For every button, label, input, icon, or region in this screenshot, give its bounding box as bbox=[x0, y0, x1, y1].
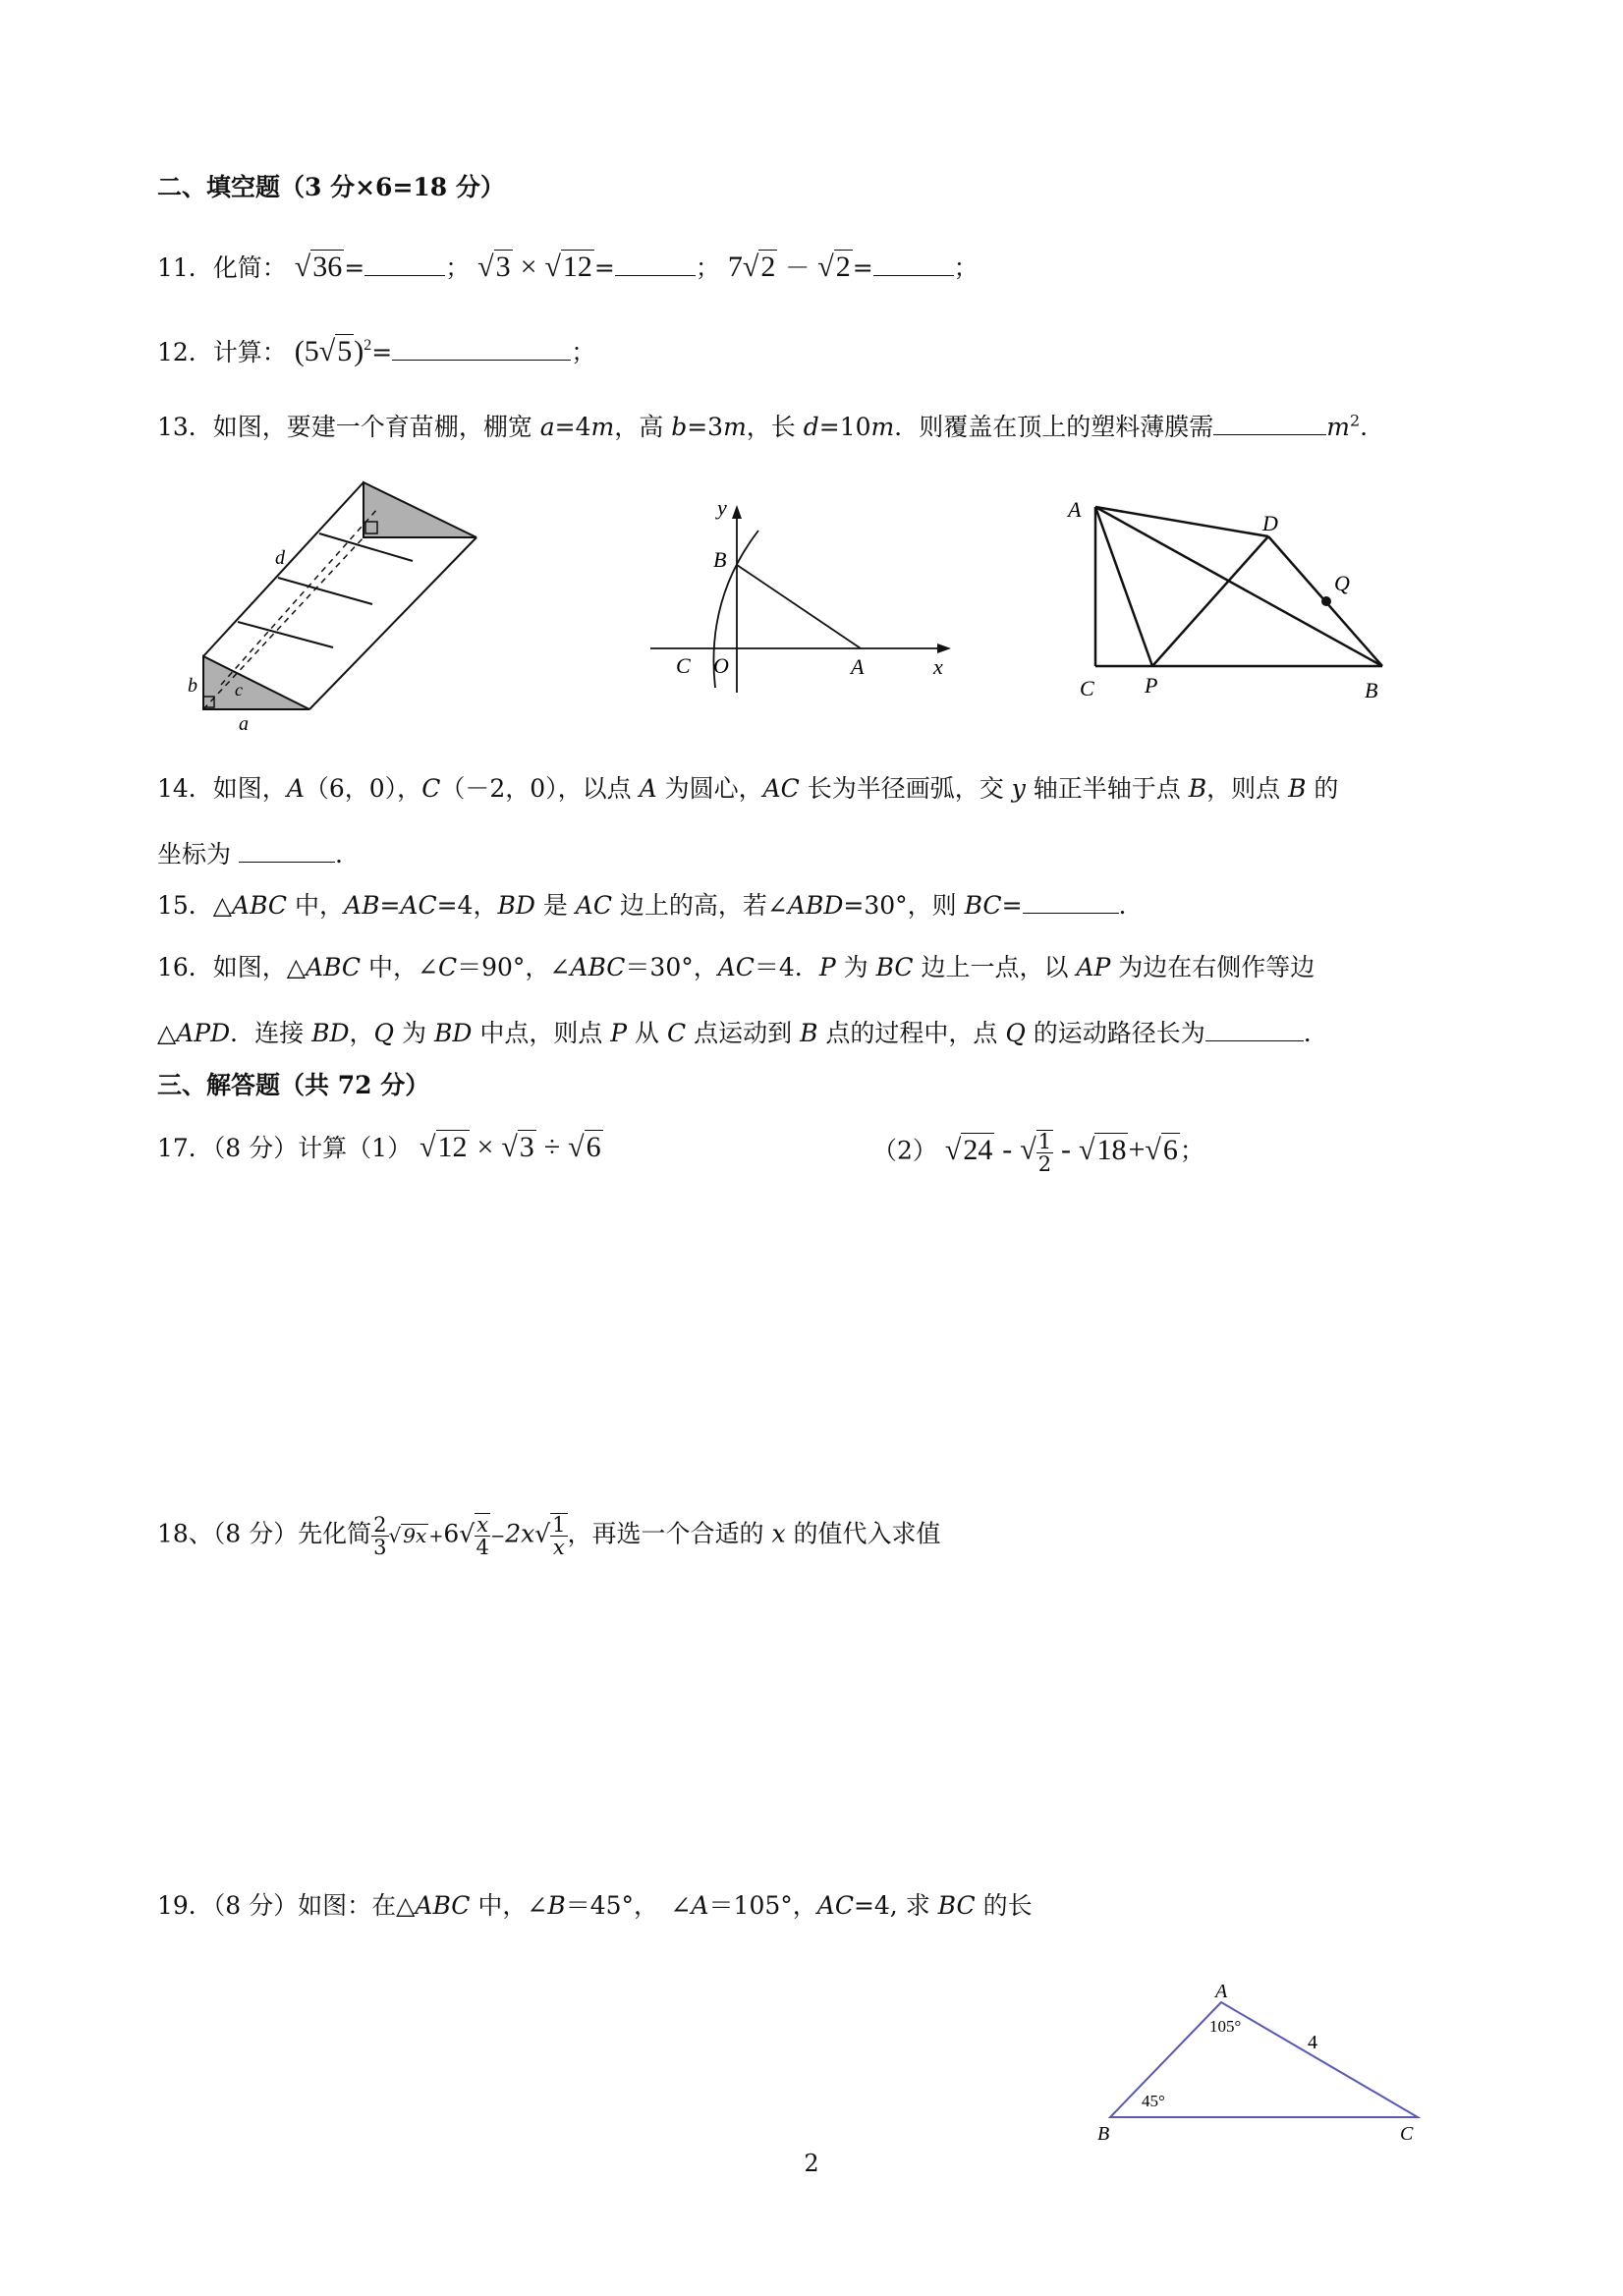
label-B: B bbox=[1097, 2123, 1110, 2145]
angle-B-label: 45° bbox=[1142, 2092, 1165, 2110]
q11-end: ； bbox=[953, 253, 979, 282]
sqrt-2: √2 bbox=[742, 251, 776, 283]
label-C: C bbox=[1400, 2123, 1414, 2145]
question-16-line2: △APD．连接 BD，Q 为 BD 中点，则点 P 从 C 点运动到 B 点的过程中，点 Q 的运动路径长为 . bbox=[157, 1019, 1312, 1047]
label-d: d bbox=[275, 547, 285, 569]
question-18: 18、（8 分）先化简 $\frac{2}{3}$ √ 9x +6√ $\frac{x}{4}$ −2x√ $\frac{1}{x}$ ，再选一个合适的 x 的值代入求值 bbox=[157, 1512, 941, 1560]
answer-blank[interactable] bbox=[364, 253, 445, 276]
answer-blank[interactable] bbox=[239, 840, 335, 863]
section-title-solve: 三、解答题（共 72 分） bbox=[157, 1071, 430, 1099]
triangle-abc-figure bbox=[1086, 1975, 1439, 2145]
q11-label: 11．化简： bbox=[157, 253, 287, 282]
label-c: c bbox=[235, 680, 243, 700]
times-sign: × bbox=[520, 251, 537, 283]
label-b: b bbox=[188, 675, 197, 697]
question-17-part2: （2） √24 - √ $\frac{1}{2}$ - √18+√6； bbox=[872, 1130, 1204, 1177]
label-A: A bbox=[1215, 1981, 1228, 2002]
answer-blank[interactable] bbox=[873, 253, 954, 276]
sqrt-36: √36 bbox=[294, 251, 343, 283]
coef-7: 7 bbox=[727, 251, 743, 283]
answer-blank[interactable] bbox=[1213, 413, 1326, 435]
q12-eq: = bbox=[371, 338, 393, 366]
q12-label: 12．计算： bbox=[157, 338, 287, 366]
sqrt-3: √3 bbox=[477, 251, 511, 283]
section-title-fill-in: 二、填空题（3 分×6=18 分） bbox=[157, 173, 505, 201]
question-14: 14．如图，A（6，0），C（－2，0），以点 A 为圆心，AC 长为半径画弧，交 y 轴正半轴于点 B，则点 B 的 bbox=[157, 774, 1339, 803]
label-C: C bbox=[1080, 676, 1094, 700]
label-P: P bbox=[1145, 673, 1158, 698]
q11-sep2: ； bbox=[695, 253, 720, 282]
question-11 bbox=[157, 250, 979, 283]
answer-blank[interactable] bbox=[1023, 891, 1119, 914]
label-x-axis: x bbox=[933, 654, 943, 679]
label-A: A bbox=[1068, 497, 1082, 522]
minus-sign: － bbox=[785, 253, 811, 282]
question-15: 15．△ABC 中，AB=AC=4，BD 是 AC 边上的高，若∠ABD=30°，则 BC= . bbox=[157, 891, 1127, 920]
answer-blank[interactable] bbox=[392, 338, 571, 361]
label-A: A bbox=[851, 654, 865, 679]
label-Q: Q bbox=[1334, 571, 1350, 595]
sqrt-12: √12 bbox=[544, 251, 592, 283]
question-12 bbox=[157, 334, 595, 367]
answer-blank[interactable] bbox=[1205, 1019, 1304, 1041]
q11-eq2: = bbox=[593, 253, 615, 282]
sqrt-2b: √2 bbox=[817, 251, 851, 283]
q11-eq3: = bbox=[852, 253, 873, 282]
triangle-apd-figure bbox=[1056, 491, 1400, 707]
greenhouse-figure bbox=[188, 476, 496, 735]
label-y-axis: y bbox=[717, 495, 727, 520]
label-C: C bbox=[676, 653, 691, 678]
question-17: 17．（8 分）计算（1） √12 × √3 ÷ √6 bbox=[157, 1131, 601, 1163]
expr-5-sqrt5: $(5√5)^2$ bbox=[294, 335, 372, 367]
q11-eq1: = bbox=[344, 253, 365, 282]
label-O: O bbox=[713, 653, 729, 678]
label-a: a bbox=[239, 713, 249, 735]
coordinate-arc-figure bbox=[639, 491, 963, 688]
answer-blank[interactable] bbox=[615, 253, 696, 276]
question-16: 16．如图，△ABC 中，∠C＝90°，∠ABC＝30°，AC＝4．P 为 BC 边上一点，以 AP 为边在右侧作等边 bbox=[157, 953, 1315, 981]
side-AC-label: 4 bbox=[1308, 2032, 1317, 2053]
question-14-line2: 坐标为 . bbox=[157, 840, 343, 868]
question-13: 13．如图，要建一个育苗棚，棚宽 a=4m，高 b=3m，长 d=10m．则覆盖在顶上的塑料薄膜需 $m^2$. bbox=[157, 411, 1369, 441]
page-number: 2 bbox=[804, 2150, 819, 2177]
q11-sep1: ； bbox=[445, 253, 471, 282]
angle-A-label: 105° bbox=[1209, 2017, 1242, 2036]
label-B: B bbox=[713, 547, 727, 572]
q12-end: ； bbox=[571, 338, 596, 366]
label-D: D bbox=[1262, 511, 1278, 535]
question-19: 19．（8 分）如图：在△ABC 中，∠B＝45°， ∠A＝105°，AC=4, 求 BC 的长 bbox=[157, 1891, 1033, 1920]
label-B: B bbox=[1365, 678, 1378, 702]
